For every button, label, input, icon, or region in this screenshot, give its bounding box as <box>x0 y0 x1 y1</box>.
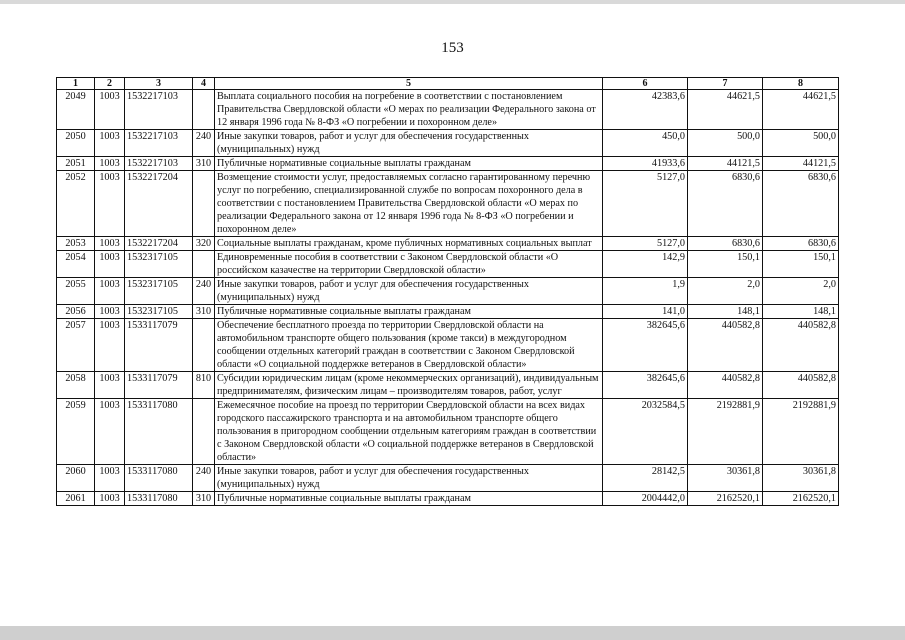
item-name: Возмещение стоимости услуг, предоставляемых согласно гарантированному перечню услуг по погребению, специализированной службе по вопросам похоронного дела в соответствии с постановлением Правительства Свердловской области «О мерах по реализации Федерального закона от 12 января 1996 года № 8-ФЗ «О погребении и похоронном деле» <box>215 171 603 237</box>
row-number: 2058 <box>57 372 95 399</box>
target-article-code: 1532317105 <box>125 305 193 319</box>
item-name: Иные закупки товаров, работ и услуг для обеспечения государственных (муниципальных) нужд <box>215 278 603 305</box>
amount-col-8: 440582,8 <box>763 372 839 399</box>
row-number: 2051 <box>57 157 95 171</box>
target-article-code: 1532317105 <box>125 251 193 278</box>
item-name: Публичные нормативные социальные выплаты гражданам <box>215 305 603 319</box>
amount-col-7: 6830,6 <box>688 237 763 251</box>
row-number: 2057 <box>57 319 95 372</box>
section-code: 1003 <box>95 319 125 372</box>
table-row <box>57 130 839 157</box>
amount-col-6: 141,0 <box>603 305 688 319</box>
table-row <box>57 157 839 171</box>
header-col-4: 4 <box>193 78 215 90</box>
target-article-code: 1532217103 <box>125 130 193 157</box>
header-col-2: 2 <box>95 78 125 90</box>
row-number: 2060 <box>57 465 95 492</box>
target-article-code: 1532217204 <box>125 171 193 237</box>
item-name: Социальные выплаты гражданам, кроме публичных нормативных социальных выплат <box>215 237 603 251</box>
section-code: 1003 <box>95 305 125 319</box>
amount-col-8: 2162520,1 <box>763 492 839 506</box>
scan-top-edge <box>0 0 905 4</box>
amount-col-8: 150,1 <box>763 251 839 278</box>
scan-bottom-edge <box>0 626 905 640</box>
row-number: 2054 <box>57 251 95 278</box>
target-article-code: 1533117079 <box>125 372 193 399</box>
item-name: Обеспечение бесплатного проезда по территории Свердловской области на автомобильном транспорте общего пользования (кроме такси) в междугородном сообщении отдельных категорий граждан в соответствии с Законом Свердловской области «О социальной поддержке ветеранов в Свердловской области» <box>215 319 603 372</box>
amount-col-6: 28142,5 <box>603 465 688 492</box>
header-col-3: 3 <box>125 78 193 90</box>
row-number: 2049 <box>57 90 95 130</box>
header-col-7: 7 <box>688 78 763 90</box>
amount-col-6: 41933,6 <box>603 157 688 171</box>
amount-col-7: 2192881,9 <box>688 399 763 465</box>
section-code: 1003 <box>95 130 125 157</box>
amount-col-6: 5127,0 <box>603 171 688 237</box>
amount-col-6: 382645,6 <box>603 319 688 372</box>
amount-col-6: 450,0 <box>603 130 688 157</box>
amount-col-7: 150,1 <box>688 251 763 278</box>
target-article-code: 1532317105 <box>125 278 193 305</box>
amount-col-8: 30361,8 <box>763 465 839 492</box>
item-name: Выплата социального пособия на погребение в соответствии с постановлением Правительства Свердловской области «О мерах по реализации Федерального закона от 12 января 1996 года № 8-ФЗ «О погребении и похоронном деле» <box>215 90 603 130</box>
item-name: Ежемесячное пособие на проезд по территории Свердловской области на всех видах городского пассажирского транспорта и на автомобильном транспорте общего пользования в пригородном сообщении отдельным категориям граждан в соответствии с Законом Свердловской области «О социальной поддержке ветеранов в Свердловской области» <box>215 399 603 465</box>
target-article-code: 1533117080 <box>125 399 193 465</box>
item-name: Единовременные пособия в соответствии с Законом Свердловской области «О российском казачестве на территории Свердловской области» <box>215 251 603 278</box>
table-row <box>57 237 839 251</box>
amount-col-7: 500,0 <box>688 130 763 157</box>
amount-col-8: 500,0 <box>763 130 839 157</box>
amount-col-7: 2162520,1 <box>688 492 763 506</box>
target-article-code: 1532217103 <box>125 157 193 171</box>
target-article-code: 1532217103 <box>125 90 193 130</box>
row-number: 2056 <box>57 305 95 319</box>
header-col-1: 1 <box>57 78 95 90</box>
row-number: 2053 <box>57 237 95 251</box>
item-name: Иные закупки товаров, работ и услуг для обеспечения государственных (муниципальных) нужд <box>215 465 603 492</box>
amount-col-6: 2004442,0 <box>603 492 688 506</box>
amount-col-7: 44621,5 <box>688 90 763 130</box>
amount-col-7: 44121,5 <box>688 157 763 171</box>
amount-col-8: 6830,6 <box>763 237 839 251</box>
section-code: 1003 <box>95 465 125 492</box>
amount-col-8: 440582,8 <box>763 319 839 372</box>
amount-col-7: 30361,8 <box>688 465 763 492</box>
expense-type-code: 320 <box>193 237 215 251</box>
table-row <box>57 492 839 506</box>
amount-col-8: 2192881,9 <box>763 399 839 465</box>
expense-type-code <box>193 319 215 372</box>
table-row <box>57 465 839 492</box>
header-row <box>57 78 839 90</box>
amount-col-7: 148,1 <box>688 305 763 319</box>
amount-col-7: 440582,8 <box>688 372 763 399</box>
table-row <box>57 399 839 465</box>
section-code: 1003 <box>95 237 125 251</box>
row-number: 2050 <box>57 130 95 157</box>
expense-type-code: 310 <box>193 492 215 506</box>
section-code: 1003 <box>95 251 125 278</box>
expense-type-code: 240 <box>193 130 215 157</box>
table-row <box>57 372 839 399</box>
expense-type-code: 810 <box>193 372 215 399</box>
item-name: Публичные нормативные социальные выплаты гражданам <box>215 492 603 506</box>
table-row <box>57 251 839 278</box>
row-number: 2061 <box>57 492 95 506</box>
amount-col-7: 2,0 <box>688 278 763 305</box>
amount-col-8: 2,0 <box>763 278 839 305</box>
amount-col-8: 6830,6 <box>763 171 839 237</box>
section-code: 1003 <box>95 171 125 237</box>
amount-col-8: 44621,5 <box>763 90 839 130</box>
table-row <box>57 90 839 130</box>
amount-col-6: 42383,6 <box>603 90 688 130</box>
table-row <box>57 171 839 237</box>
amount-col-6: 382645,6 <box>603 372 688 399</box>
page-number: 153 <box>441 40 464 56</box>
table-row <box>57 278 839 305</box>
expense-type-code: 310 <box>193 305 215 319</box>
amount-col-7: 440582,8 <box>688 319 763 372</box>
target-article-code: 1533117079 <box>125 319 193 372</box>
header-col-6: 6 <box>603 78 688 90</box>
amount-col-7: 6830,6 <box>688 171 763 237</box>
budget-table <box>56 77 839 506</box>
section-code: 1003 <box>95 372 125 399</box>
table-body <box>57 90 839 506</box>
section-code: 1003 <box>95 157 125 171</box>
row-number: 2059 <box>57 399 95 465</box>
amount-col-8: 44121,5 <box>763 157 839 171</box>
expense-type-code <box>193 399 215 465</box>
expense-type-code <box>193 90 215 130</box>
amount-col-8: 148,1 <box>763 305 839 319</box>
amount-col-6: 5127,0 <box>603 237 688 251</box>
amount-col-6: 2032584,5 <box>603 399 688 465</box>
expense-type-code <box>193 251 215 278</box>
item-name: Публичные нормативные социальные выплаты гражданам <box>215 157 603 171</box>
section-code: 1003 <box>95 90 125 130</box>
header-col-5: 5 <box>215 78 603 90</box>
item-name: Иные закупки товаров, работ и услуг для обеспечения государственных (муниципальных) нужд <box>215 130 603 157</box>
row-number: 2052 <box>57 171 95 237</box>
table-row <box>57 319 839 372</box>
table-row <box>57 305 839 319</box>
expense-type-code: 240 <box>193 278 215 305</box>
expense-type-code: 240 <box>193 465 215 492</box>
item-name: Субсидии юридическим лицам (кроме некоммерческих организаций), индивидуальным предпринимателям, физическим лицам – производителям товаров, работ, услуг <box>215 372 603 399</box>
target-article-code: 1533117080 <box>125 492 193 506</box>
amount-col-6: 1,9 <box>603 278 688 305</box>
row-number: 2055 <box>57 278 95 305</box>
section-code: 1003 <box>95 278 125 305</box>
expense-type-code: 310 <box>193 157 215 171</box>
expense-type-code <box>193 171 215 237</box>
amount-col-6: 142,9 <box>603 251 688 278</box>
section-code: 1003 <box>95 492 125 506</box>
target-article-code: 1532217204 <box>125 237 193 251</box>
target-article-code: 1533117080 <box>125 465 193 492</box>
section-code: 1003 <box>95 399 125 465</box>
header-col-8: 8 <box>763 78 839 90</box>
